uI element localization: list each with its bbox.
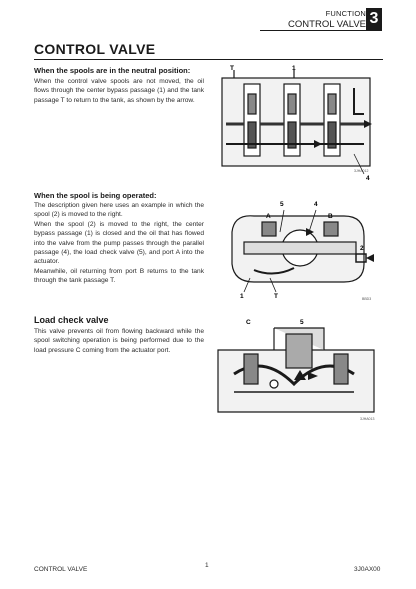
fig2-label-4: 4 [314,201,318,208]
section-body-load-check: This valve prevents oil from flowing backward while the spool switching operation is being performed due to the load pressure C coming from the actuator port. [34,328,204,354]
figure-neutral-spools [214,64,384,184]
fig1-label-4: 4 [366,175,370,182]
fig1-code: 3JHA012 [354,169,369,173]
footer-left: CONTROL VALVE [34,566,88,573]
fig1-label-t: T [230,65,234,72]
figure-spool-operated [214,192,384,302]
fig2-label-t: T [274,293,278,300]
header-rule [260,30,382,31]
header-function-label: FUNCTION [325,9,366,18]
operated-line-1: The description given here uses an example in which the spool (2) is moved to the right. [34,202,204,219]
figure-load-check-valve [214,314,384,424]
fig2-code: BBD3 [362,297,372,301]
section-body-operated [34,201,204,286]
title-rule [34,59,383,60]
section-heading-load-check: Load check valve [34,315,109,325]
fig3-label-c: C [246,319,251,326]
fig2-label-1: 1 [240,293,244,300]
footer-right-code: 3J0AX00 [354,566,381,573]
fig3-code: 3JHA013 [360,417,375,421]
operated-line-2: When the spool (2) is moved to the right, the center bypass passage (1) is closed and the oil that has flowed into the valve from the pump passes through the parallel passage (4), the load check valve (5), and port A into the actuator. [34,220,204,266]
section-number-badge: 3 [366,8,382,30]
fig2-label-2: 2 [360,245,364,252]
section-heading-operated: When the spool is being operated: [34,191,157,200]
fig1-label-1: 1 [292,65,296,72]
header-section-label: CONTROL VALVE [288,19,366,30]
fig2-label-a: A [266,213,271,220]
section-body-neutral: When the control valve spools are not moved, the oil flows through the center bypass passage (1) and the tank passage T to return to the tank, as shown by the arrow. [34,78,204,104]
fig2-label-5: 5 [280,201,284,208]
fig3-label-5: 5 [300,319,304,326]
footer-page-number: 1 [205,562,209,569]
section-heading-neutral: When the spools are in the neutral position: [34,66,191,75]
page-title: CONTROL VALVE [34,41,156,57]
fig2-label-b: B [328,213,333,220]
operated-line-3: Meanwhile, oil returning from port B returns to the tank through the tank passage T. [34,267,204,285]
